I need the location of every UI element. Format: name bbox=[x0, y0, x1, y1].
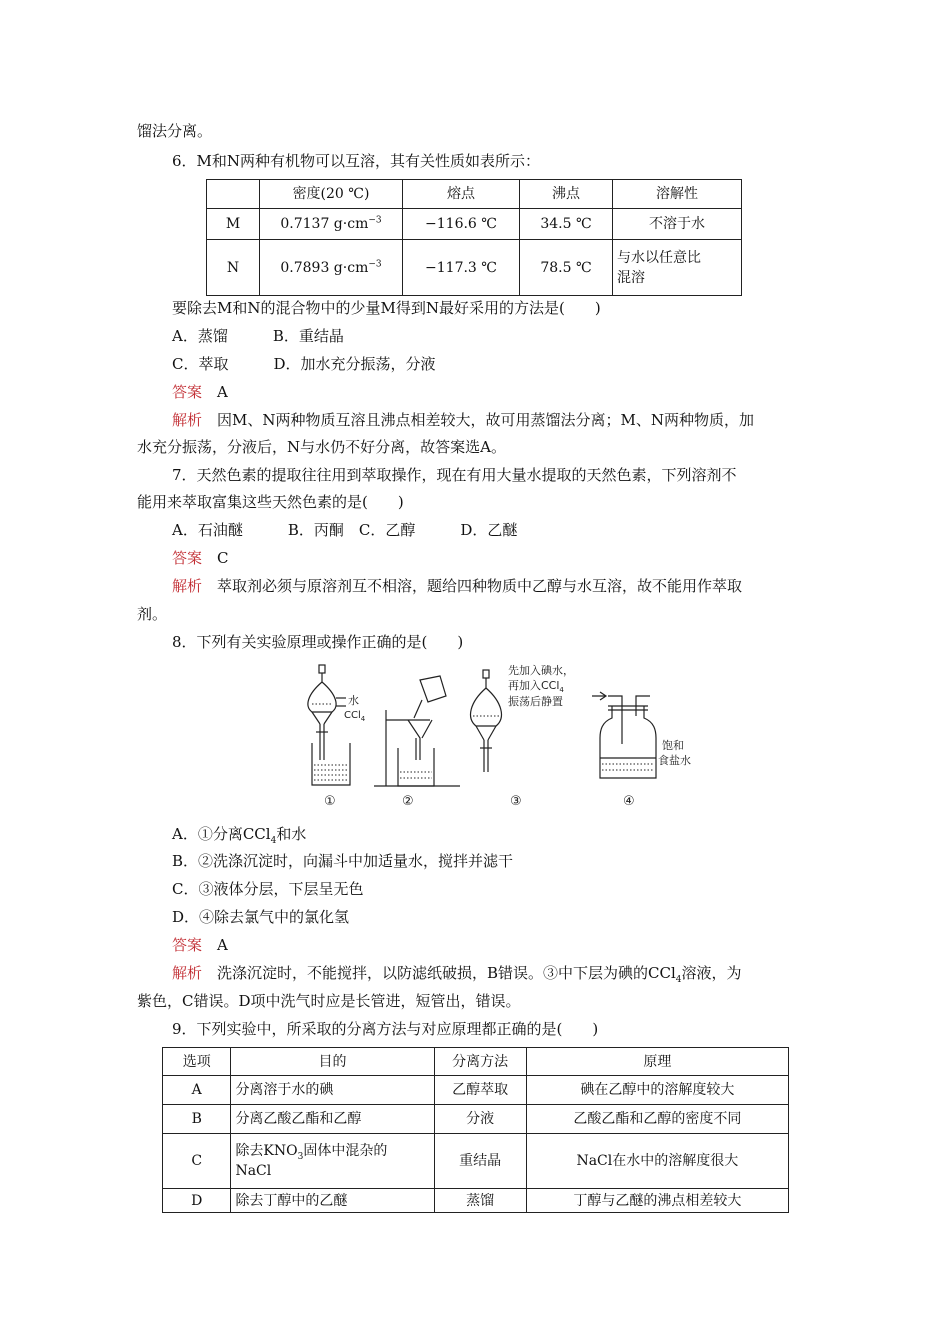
cell-principle: 丁醇与乙醚的沸点相差较大 bbox=[526, 1189, 788, 1213]
gas-washing-bottle bbox=[600, 696, 656, 778]
apparatus-figure bbox=[290, 660, 710, 812]
figure-label-1: ① bbox=[324, 794, 336, 809]
label-brine-1: 饱和 bbox=[662, 739, 684, 752]
q8-stem: 8．下列有关实验原理或操作正确的是( ) bbox=[172, 633, 464, 651]
note-line-3: 振荡后静置 bbox=[508, 695, 563, 708]
q8-option-d: D．④除去氯气中的氯化氢 bbox=[172, 908, 350, 926]
filtration-setup bbox=[374, 676, 460, 786]
q8-option-c: C．③液体分层，下层呈无色 bbox=[172, 880, 364, 898]
q8-analysis: 解析 洗涤沉淀时，不能搅拌，以防滤纸破损，B错误。③中下层为碘的CCl$_4$溶液，为 bbox=[172, 964, 742, 985]
table-row bbox=[163, 1105, 789, 1134]
q8-answer: 答案 A bbox=[172, 936, 228, 954]
q7-stem-cont: 能用来萃取富集这些天然色素的是( ) bbox=[137, 493, 404, 511]
cell-purpose: 分离乙酸乙酯和乙醇 bbox=[231, 1105, 434, 1134]
q8-option-a: A．①分离CCl$_4$和水 bbox=[172, 825, 307, 846]
table-row bbox=[207, 240, 742, 296]
cell-option: C bbox=[163, 1134, 231, 1189]
cell-density: 0.7137 $g\cdot cm^{-3}$ bbox=[260, 209, 403, 240]
cell-purpose: 分离溶于水的碘 bbox=[231, 1076, 434, 1105]
separatory-funnel-1 bbox=[308, 665, 346, 760]
table-row bbox=[163, 1189, 789, 1213]
q9-stem: 9．下列实验中，所采取的分离方法与对应原理都正确的是( ) bbox=[172, 1020, 599, 1038]
q7-answer: 答案 C bbox=[172, 549, 229, 567]
cell-solubility: 不溶于水 bbox=[613, 209, 742, 240]
cell-melting-point: −117.3 ℃ bbox=[403, 240, 520, 296]
cell-principle: NaCl在水中的溶解度很大 bbox=[526, 1134, 788, 1189]
intro-line: 馏法分离。 bbox=[137, 122, 213, 140]
cell-method: 乙醇萃取 bbox=[434, 1076, 526, 1105]
cell-option: B bbox=[163, 1105, 231, 1134]
q7-stem: 7．天然色素的提取往往用到萃取操作，现在有用大量水提取的天然色素，下列溶剂不 bbox=[172, 466, 737, 484]
cell-boiling-point: 34.5 ℃ bbox=[520, 209, 613, 240]
q6-answer: 答案 A bbox=[172, 383, 228, 401]
table-row bbox=[207, 180, 742, 209]
header-cell: 选项 bbox=[163, 1048, 231, 1076]
q6-table bbox=[206, 179, 742, 296]
arrow-icon bbox=[592, 692, 606, 700]
q8-analysis-cont: 紫色，C错误。D项中洗气时应是长管进，短管出，错误。 bbox=[137, 992, 521, 1010]
figure-label-2: ② bbox=[402, 794, 414, 809]
cell-method: 分液 bbox=[434, 1105, 526, 1134]
cell-principle: 碘在乙醇中的溶解度较大 bbox=[526, 1076, 788, 1105]
cell-principle: 乙酸乙酯和乙醇的密度不同 bbox=[526, 1105, 788, 1134]
q9-table bbox=[162, 1047, 789, 1213]
cell-option: A bbox=[163, 1076, 231, 1105]
cell-solubility: 与水以任意比 混溶 bbox=[613, 240, 742, 296]
separatory-funnel-3 bbox=[471, 670, 502, 772]
note-line-2: 再加入CCl$_4$ bbox=[508, 679, 564, 694]
cell-name: N bbox=[207, 240, 260, 296]
header-cell bbox=[207, 180, 260, 209]
beaker-1 bbox=[312, 743, 350, 785]
label-ccl4: CCl$_4$ bbox=[344, 710, 366, 723]
table-row bbox=[163, 1134, 789, 1189]
table-row bbox=[163, 1048, 789, 1076]
figure-label-4: ④ bbox=[623, 794, 635, 809]
label-brine-2: 食盐水 bbox=[658, 754, 691, 767]
cell-name: M bbox=[207, 209, 260, 240]
label-water: 水 bbox=[348, 694, 359, 707]
table-row bbox=[163, 1076, 789, 1105]
header-cell: 溶解性 bbox=[613, 180, 742, 209]
q6-options-ab: A．蒸馏 B．重结晶 bbox=[172, 327, 344, 345]
q7-options: A．石油醚 B．丙酮 C．乙醇 D．乙醚 bbox=[172, 521, 518, 539]
q6-analysis-cont: 水充分振荡，分液后，N与水仍不好分离，故答案选A。 bbox=[137, 438, 506, 456]
cell-density: 0.7893 $g\cdot cm^{-3}$ bbox=[260, 240, 403, 296]
header-cell: 原理 bbox=[526, 1048, 788, 1076]
figure-label-3: ③ bbox=[510, 794, 522, 809]
header-cell: 目的 bbox=[231, 1048, 434, 1076]
cell-boiling-point: 78.5 ℃ bbox=[520, 240, 613, 296]
q6-question: 要除去M和N的混合物中的少量M得到N最好采用的方法是( ) bbox=[172, 299, 601, 317]
header-cell: 密度(20 ℃) bbox=[260, 180, 403, 209]
cell-method: 重结晶 bbox=[434, 1134, 526, 1189]
q6-options-cd: C．萃取 D．加水充分振荡，分液 bbox=[172, 355, 436, 373]
cell-option: D bbox=[163, 1189, 231, 1213]
q7-analysis-cont: 剂。 bbox=[137, 605, 168, 623]
header-cell: 分离方法 bbox=[434, 1048, 526, 1076]
header-cell: 沸点 bbox=[520, 180, 613, 209]
note-line-1: 先加入碘水， bbox=[508, 664, 574, 677]
table-row bbox=[207, 209, 742, 240]
q6-analysis: 解析 因M、N两种物质互溶且沸点相差较大，故可用蒸馏法分离；M、N两种物质，加 bbox=[172, 411, 754, 429]
cell-purpose: 除去丁醇中的乙醚 bbox=[231, 1189, 434, 1213]
header-cell: 熔点 bbox=[403, 180, 520, 209]
q6-stem: 6．M和N两种有机物可以互溶，其有关性质如表所示： bbox=[172, 152, 541, 170]
cell-purpose: 除去$KNO_3$固体中混杂的 NaCl bbox=[231, 1134, 434, 1189]
cell-method: 蒸馏 bbox=[434, 1189, 526, 1213]
q8-option-b: B．②洗涤沉淀时，向漏斗中加适量水，搅拌并滤干 bbox=[172, 852, 514, 870]
q7-analysis: 解析 萃取剂必须与原溶剂互不相溶，题给四种物质中乙醇与水互溶，故不能用作萃取 bbox=[172, 577, 743, 595]
cell-melting-point: −116.6 ℃ bbox=[403, 209, 520, 240]
